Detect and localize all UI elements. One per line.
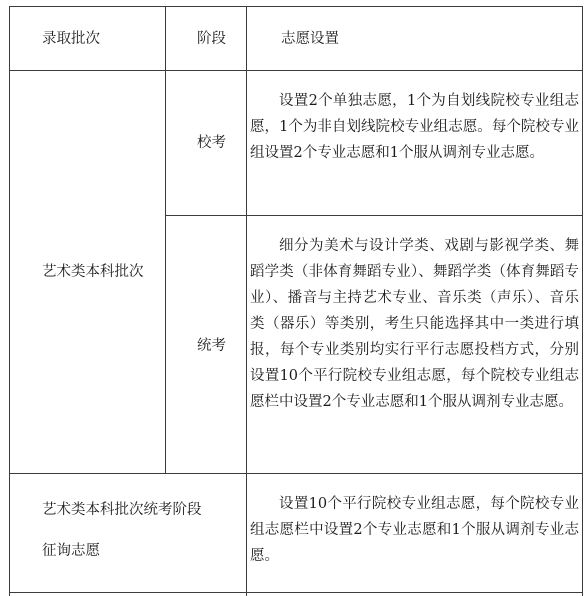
batch-art-undergrad: 艺术类本科批次 bbox=[42, 264, 144, 280]
table-border-header bbox=[9, 70, 583, 71]
setting-solicit: 设置10个平行院校专业组志愿，每个院校专业组志愿栏中设置2个专业志愿和1个服从调剂专业志愿。 bbox=[250, 496, 579, 564]
batch-solicit-line1: 艺术类本科批次统考阶段 bbox=[42, 502, 202, 518]
stage-school-exam: 校考 bbox=[197, 135, 226, 151]
table-border-row1 bbox=[165, 215, 583, 216]
table-border-top bbox=[9, 6, 583, 7]
header-batch: 录取批次 bbox=[42, 31, 100, 47]
header-setting: 志愿设置 bbox=[281, 31, 339, 47]
table-border-col2 bbox=[246, 6, 247, 596]
table-border-col1 bbox=[165, 6, 166, 473]
table-border-left bbox=[9, 6, 10, 596]
header-stage: 阶段 bbox=[197, 31, 226, 47]
setting-unified-exam: 细分为美术与设计学类、戏剧与影视学类、舞蹈学类（非体育舞蹈专业）、舞蹈学类（体育舞蹈专业）、播音与主持艺术专业、音乐类（声乐）、音乐类（器乐）等类别，考生只能选择其中一类进行填报，每个专业类别均实行平行志愿投档方式，分别设置10个平行院校专业组志愿，每个院校专业组志愿栏中设置2个专业志愿和1个服从调剂专业志愿。 bbox=[250, 238, 579, 410]
table-border-row3 bbox=[9, 592, 583, 593]
setting-school-exam: 设置2个单独志愿，1个为自划线院校专业组志愿，1个为非自划线院校专业组志愿。每个院校专业组设置2个专业志愿和1个服从调剂专业志愿。 bbox=[250, 93, 579, 161]
table-border-row2 bbox=[9, 473, 583, 474]
table-border-right bbox=[582, 6, 583, 596]
batch-solicit-line2: 征询志愿 bbox=[42, 543, 100, 559]
stage-unified-exam: 统考 bbox=[197, 338, 226, 354]
